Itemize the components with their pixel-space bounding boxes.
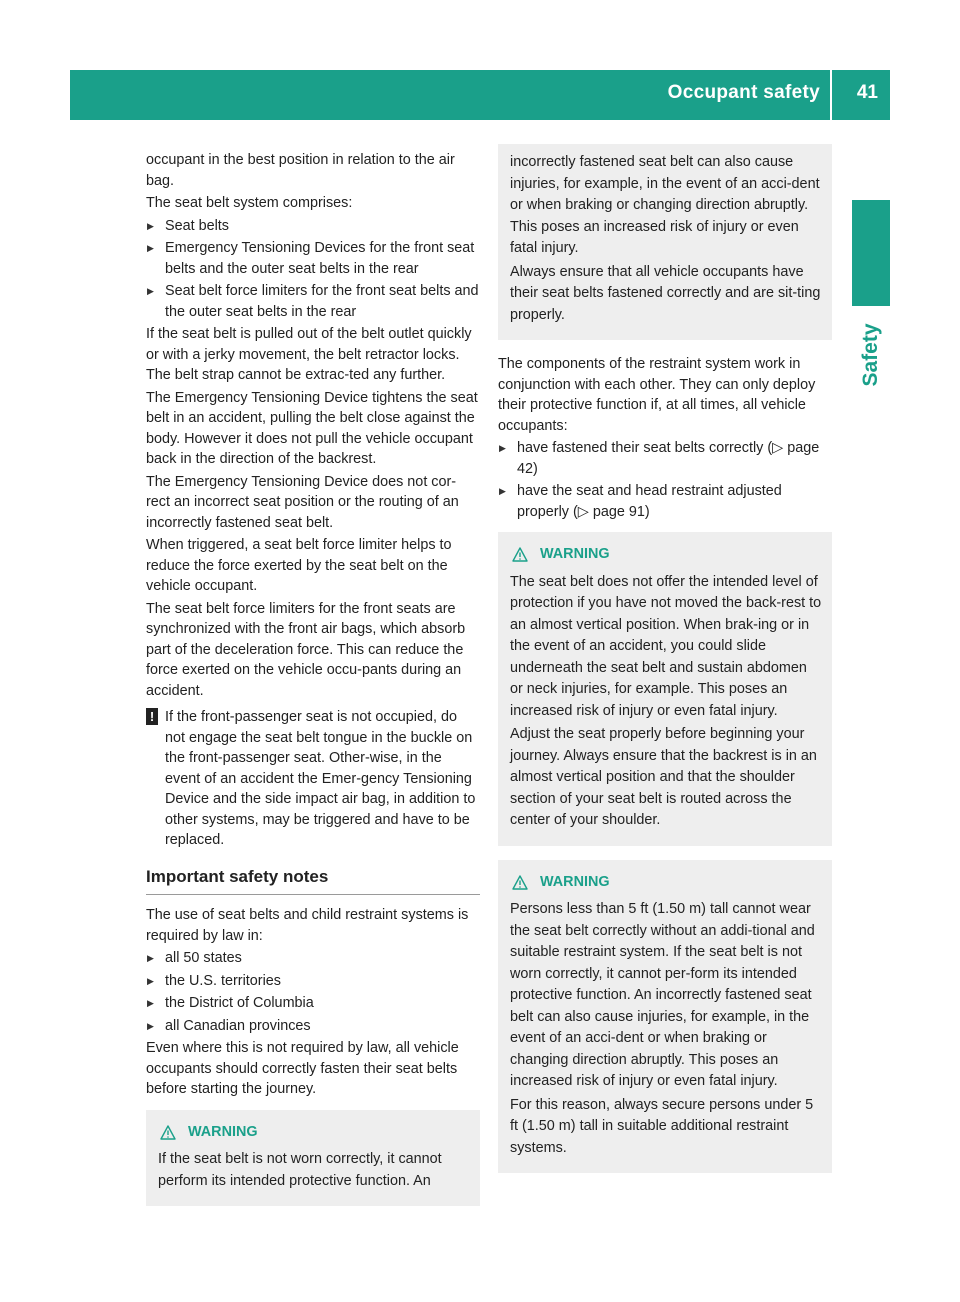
warning-triangle-icon <box>512 875 528 890</box>
warning-text: Adjust the seat properly before beginning your journey. Always ensure that the backrest is in an almost vertical position and that the shoulder section of your seat belt is routed across the center of your shoulder. <box>510 726 817 828</box>
section-title: Occupant safety <box>667 82 820 103</box>
warning-text: Always ensure that all vehicle occupants have their seat belts fastened correctly and are sit-ting properly. <box>510 263 821 323</box>
warning-text: If the seat belt is not worn correctly, it cannot perform its intended protective function. An <box>158 1151 442 1189</box>
warning-box <box>498 860 832 1174</box>
paragraph: When triggered, a seat belt force limiter helps to reduce the force exerted by the seat belt on the vehicle occupant. <box>146 537 452 594</box>
notice-block <box>146 707 480 851</box>
page-number: 41 <box>856 82 878 103</box>
paragraph: If the seat belt is pulled out of the belt outlet quickly or with a jerky movement, the belt retractor locks. The belt strap cannot be extrac-ted any further. <box>146 326 472 383</box>
header-bar <box>70 70 890 120</box>
list-item: ▶ the District of Columbia <box>146 993 480 1014</box>
warning-title: WARNING <box>540 873 610 890</box>
warning-text: Persons less than 5 ft (1.50 m) tall cannot wear the seat belt correctly without an addi-tional and suitable restraint system. If the seat belt is not worn correctly, it cannot per-form its intended protective function. An incorrectly fastened seat belt can also cause injuries, for example, in the event of an acci-dent or when braking or changing direction abruptly. This poses an increased risk of injury or even fatal injury. <box>510 901 815 1089</box>
notice-text: If the front-passenger seat is not occupied, do not engage the seat belt tongue in the buckle on the front-passenger seat. Other-wise, in the event of an accident the Emer-gency Tensioning Device and the side impact air bag, in addition to other systems, may be triggered and have to be replaced. <box>165 709 476 848</box>
warning-title: WARNING <box>540 546 610 562</box>
list-item: ▶ all Canadian provinces <box>146 1016 480 1037</box>
warning-header <box>510 544 822 566</box>
list-item: ▶ have the seat and head restraint adjusted properly (▷ page 91) <box>498 481 832 522</box>
paragraph: The seat belt system comprises: <box>146 195 353 211</box>
warning-text: incorrectly fastened seat belt can also cause injuries, for example, in the event of an acci-dent or when braking or changing direction abruptly. This poses an increased risk of injury or even fatal injury. <box>510 154 820 256</box>
warning-text: The seat belt does not offer the intended level of protection if you have not moved the back-rest to an almost vertical position. When brak-ing or in the event of an accident, you could slide underneath the seat belt and sustain abdomen or neck injuries, for example. This poses an increased risk of injury or even fatal injury. <box>510 573 822 719</box>
list-item: ▶ the U.S. territories <box>146 971 480 992</box>
warning-triangle-icon <box>512 547 528 562</box>
left-column <box>146 150 480 1220</box>
list-item: ▶ all 50 states <box>146 948 480 969</box>
warning-box-continued <box>498 144 832 340</box>
header-separator <box>830 70 832 120</box>
section-heading: Important safety notes <box>146 867 480 896</box>
side-tab-label-text: Safety <box>859 323 882 387</box>
warning-header <box>158 1122 470 1144</box>
paragraph: The seat belt force limiters for the front seats are synchronized with the front air bags, which absorb part of the deceleration force. This can reduce the force exerted on the vehicle occu-pants during an accident. <box>146 600 466 699</box>
list-item: ▶ have fastened their seat belts correctly (▷ page 42) <box>498 438 832 479</box>
list-item: ▶ Seat belt force limiters for the front seat belts and the outer seat belts in the rear <box>146 281 480 322</box>
warning-triangle-icon <box>160 1125 176 1140</box>
warning-box <box>146 1110 480 1207</box>
side-tab-marker <box>852 200 890 306</box>
paragraph: The Emergency Tensioning Device does not cor-rect an incorrect seat position or the routing of an incorrectly fastened seat belt. <box>146 473 459 531</box>
paragraph: The use of seat belts and child restraint systems is required by law in: <box>146 907 469 944</box>
side-tab-label <box>846 310 896 400</box>
belt-system-list <box>146 216 480 323</box>
paragraph: Even where this is not required by law, all vehicle occupants should correctly fasten their seat belts before starting the journey. <box>146 1040 459 1097</box>
warning-header <box>510 872 822 894</box>
right-column <box>498 150 832 1187</box>
list-item: ▶ Seat belts <box>146 216 480 237</box>
warning-box <box>498 532 832 846</box>
paragraph: The Emergency Tensioning Device tightens the seat belt in an accident, pulling the belt close against the body. However it does not pull the vehicle occupant back in the direction of the backrest. <box>146 389 478 467</box>
jurisdiction-list <box>146 948 480 1036</box>
paragraph: occupant in the best position in relation to the air bag. <box>146 152 455 189</box>
warning-title: WARNING <box>188 1123 258 1140</box>
list-item: ▶ Emergency Tensioning Devices for the front seat belts and the outer seat belts in the rear <box>146 238 480 279</box>
warning-text: For this reason, always secure persons under 5 ft (1.50 m) tall in suitable additional restraint systems. <box>510 1096 814 1156</box>
paragraph: The components of the restraint system work in conjunction with each other. They can only deploy their protective function if, at all times, all vehicle occupants: <box>498 356 816 434</box>
occupant-list <box>498 438 832 522</box>
exclamation-icon: ! <box>146 708 158 725</box>
